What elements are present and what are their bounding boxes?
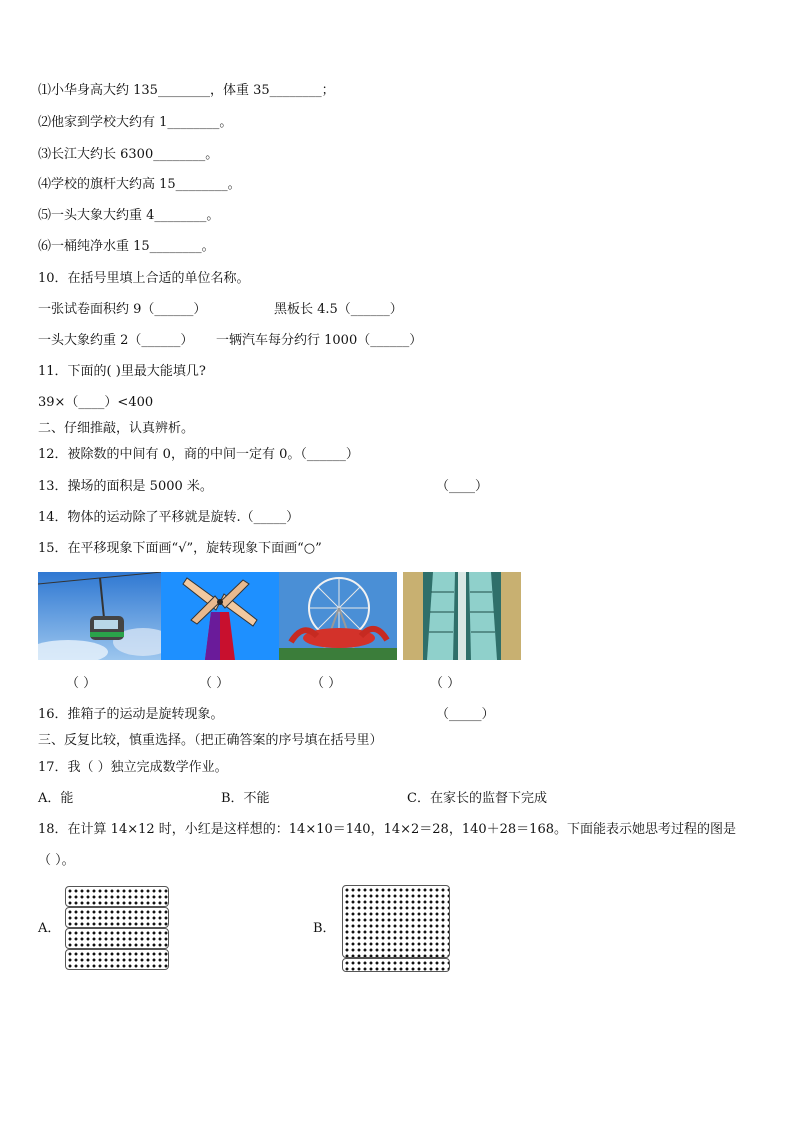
- q15-blank-4: （ ）: [430, 676, 461, 691]
- q10-stem: 10．在括号里填上合适的单位名称。: [38, 271, 250, 286]
- q16-stem: 16．推箱子的运动是旋转现象。: [38, 707, 224, 722]
- q11-stem: 11．下面的( )里最大能填几?: [38, 364, 206, 379]
- dot-array-a-row-group-1: [65, 886, 169, 907]
- q16-blank: （_____）: [436, 707, 495, 722]
- ferris-wheel-image: [279, 572, 397, 660]
- q17-option-c: C．在家长的监督下完成: [407, 791, 547, 806]
- q17-option-a: A．能: [38, 791, 74, 806]
- dot-array-a-row-group-2: [65, 907, 169, 928]
- cable-car-image: [38, 572, 162, 660]
- q15-stem: 15．在平移现象下面画“√”，旋转现象下面画“○”: [38, 541, 322, 556]
- dot-array-b-bottom: [342, 958, 450, 972]
- q9-item-6: ⑹一桶纯净水重 15________。: [38, 239, 215, 254]
- q10-item-c: 一头大象约重 2（______）: [38, 333, 194, 348]
- q10-item-d: 一辆汽车每分约行 1000（______）: [216, 333, 423, 348]
- q15-blank-1: （ ）: [66, 676, 97, 691]
- q15-blank-2: （ ）: [199, 676, 230, 691]
- windmill-image: [161, 572, 279, 660]
- q10-item-a: 一张试卷面积约 9（______）: [38, 302, 207, 317]
- q9-item-5: ⑸一头大象大约重 4________。: [38, 208, 220, 223]
- q9-item-1: ⑴小华身高大约 135________，体重 35________；: [38, 83, 335, 98]
- q12: 12．被除数的中间有 0，商的中间一定有 0。（______）: [38, 447, 359, 462]
- q17-stem: 17．我（ ）独立完成数学作业。: [38, 760, 228, 775]
- escalator-image: [403, 572, 521, 660]
- q13-blank: （____）: [436, 479, 489, 494]
- q13-stem: 13．操场的面积是 5000 米。: [38, 479, 213, 494]
- q17-option-b: B．不能: [221, 791, 270, 806]
- q14: 14．物体的运动除了平移就是旋转.（_____）: [38, 510, 300, 525]
- q10-item-b: 黑板长 4.5（______）: [274, 302, 403, 317]
- section-2-heading: 二、仔细推敲，认真辨析。: [38, 421, 195, 436]
- dot-array-b-main: [342, 885, 450, 958]
- q18-option-b-label: B．: [313, 921, 336, 936]
- q18-option-a-label: A．: [38, 921, 61, 936]
- q15-blank-3: （ ）: [311, 676, 342, 691]
- q9-item-3: ⑶长江大约长 6300________。: [38, 147, 219, 162]
- q18-stem: 18．在计算 14×12 时，小红是这样想的：14×10＝140，14×2＝28，140＋28＝168。下面能表示她思考过程的图是: [38, 822, 736, 837]
- dot-array-a-row-group-3: [65, 928, 169, 949]
- dot-array-a-row-group-4: [65, 949, 169, 970]
- q9-item-4: ⑷学校的旗杆大约高 15________。: [38, 177, 241, 192]
- q11-expression: 39×（____）<400: [38, 395, 154, 410]
- q9-item-2: ⑵他家到学校大约有 1________。: [38, 115, 233, 130]
- section-3-heading: 三、反复比较，慎重选择。（把正确答案的序号填在括号里）: [38, 733, 383, 748]
- q18-stem-tail: （ ）。: [38, 853, 75, 868]
